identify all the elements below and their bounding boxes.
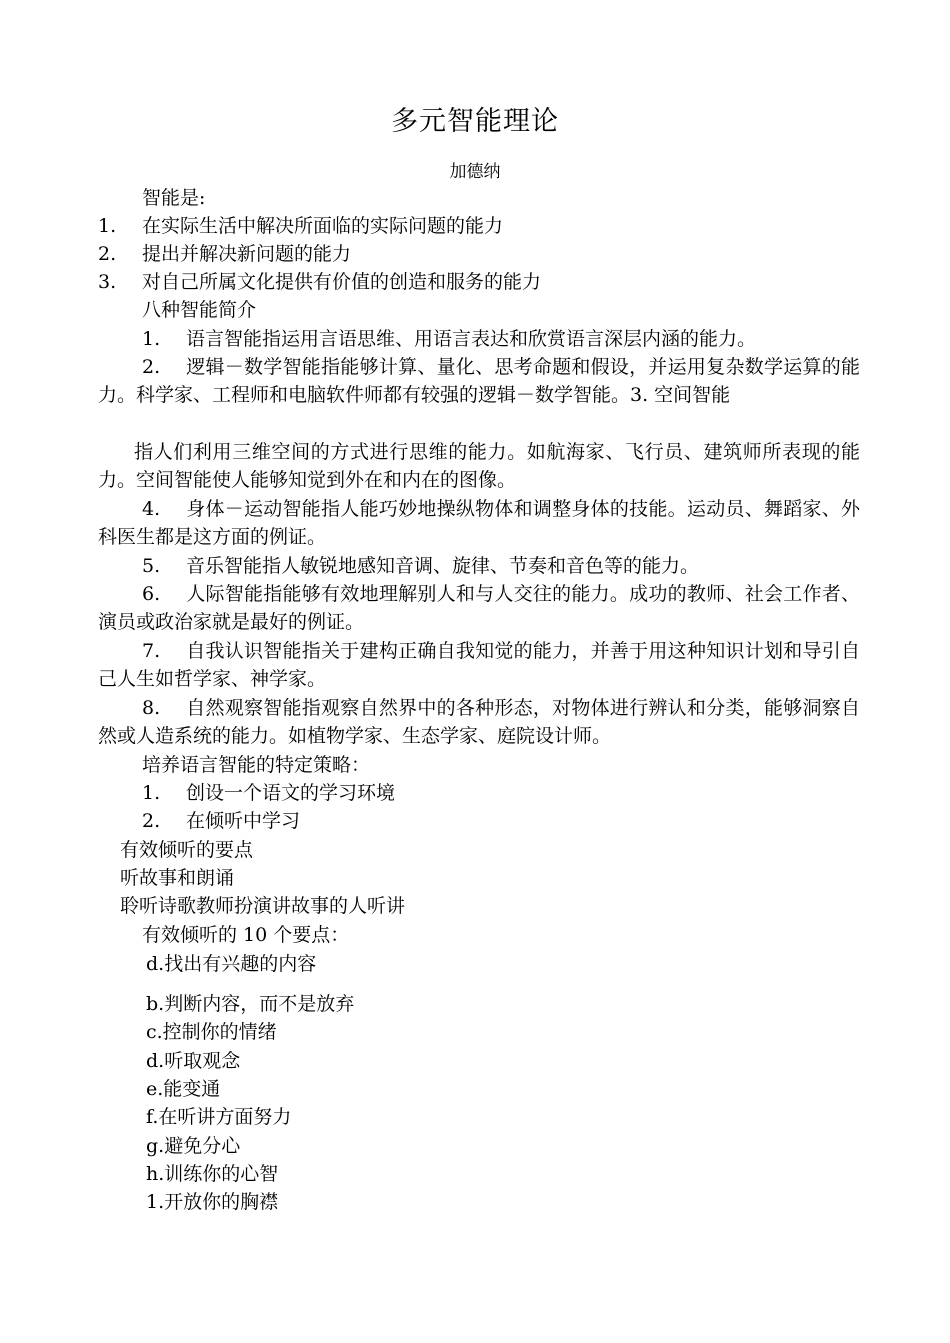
strategy-item: [142, 779, 395, 807]
item-number: 5.: [142, 555, 161, 577]
item-number: 2.: [142, 810, 161, 832]
item-number: 1.: [142, 782, 161, 804]
item-text: 对自己所属文化提供有价值的创造和服务的能力: [142, 271, 542, 293]
ten-item: d.听取观念: [146, 1050, 241, 1072]
eight-item: [98, 580, 860, 636]
intel-item: [98, 268, 541, 296]
ten-heading: 有效倾听的 10 个要点：: [142, 924, 350, 946]
item-text: 逻辑－数学智能指能够计算、量化、思考命题和假设，并运用复杂数学运算的能力。科学家、工程师和电脑软件师都有较强的逻辑－数学智能。3. 空间智能: [98, 356, 860, 406]
item-text: 音乐智能指人敏锐地感知音调、旋律、节奏和音色等的能力。: [186, 555, 700, 577]
item-text: 自然观察智能指观察自然界中的各种形态，对物体进行辨认和分类，能够洞察自然或人造系统的能力。如植物学家、生态学家、庭院设计师。: [98, 697, 860, 747]
item-number: 1.: [98, 215, 117, 237]
item-number: 2.: [98, 243, 117, 265]
document-title: 多元智能理论: [391, 106, 559, 137]
eight-heading: 八种智能简介: [142, 299, 257, 321]
item-number: 2.: [142, 356, 161, 378]
ten-item: h.训练你的心智: [146, 1163, 279, 1185]
intel-item: [98, 212, 503, 240]
item-text: 语言智能指运用言语思维、用语言表达和欣赏语言深层内涵的能力。: [186, 328, 757, 350]
item-text: 自我认识智能指关于建构正确自我知觉的能力，并善于用这种知识计划和导引自己人生如哲学家、神学家。: [98, 640, 860, 690]
eight-item: [142, 325, 756, 353]
eight-item: [98, 353, 860, 409]
listen-line: 有效倾听的要点: [120, 839, 254, 861]
ten-item: d.找出有兴趣的内容: [146, 953, 317, 975]
ten-item: g.避免分心: [146, 1135, 241, 1157]
item-number: 6.: [142, 583, 161, 605]
document-author: 加德纳: [449, 162, 501, 182]
ten-item: b.判断内容，而不是放弃: [146, 993, 355, 1015]
item-text: 指人们利用三维空间的方式进行思维的能力。如航海家、飞行员、建筑师所表现的能力。空间智能使人能够知觉到外在和内在的图像。: [98, 441, 860, 491]
item-number: 4.: [142, 498, 161, 520]
strategy-item: [142, 807, 300, 835]
ten-item: e.能变通: [146, 1078, 221, 1100]
intel-heading: 智能是:: [142, 187, 206, 209]
eight-item: [98, 694, 860, 750]
item-text: 在实际生活中解决所面临的实际问题的能力: [142, 215, 504, 237]
eight-item: [98, 438, 860, 494]
item-text: 身体－运动智能指人能巧妙地操纵物体和调整身体的技能。运动员、舞蹈家、外科医生都是这方面的例证。: [98, 498, 860, 548]
listen-line: 听故事和朗诵: [120, 867, 235, 889]
ten-item: 1.开放你的胸襟: [146, 1191, 279, 1213]
listen-line: 聆听诗歌教师扮演讲故事的人听讲: [120, 895, 406, 917]
eight-item: [98, 637, 860, 693]
item-number: 3.: [98, 271, 117, 293]
eight-item: [98, 495, 860, 551]
item-number: 1.: [142, 328, 161, 350]
strategy-heading: 培养语言智能的特定策略：: [142, 754, 371, 776]
ten-item: f.在听讲方面努力: [146, 1106, 292, 1128]
ten-item: c.控制你的情绪: [146, 1021, 277, 1043]
item-number: 8.: [142, 697, 161, 719]
item-text: 提出并解决新问题的能力: [142, 243, 352, 265]
item-number: 7.: [142, 640, 161, 662]
eight-item: [142, 552, 699, 580]
item-text: 在倾听中学习: [186, 810, 301, 832]
item-text: 人际智能指能够有效地理解别人和与人交往的能力。成功的教师、社会工作者、演员或政治家就是最好的例证。: [98, 583, 860, 633]
item-text: 创设一个语文的学习环境: [186, 782, 396, 804]
intel-item: [98, 240, 351, 268]
